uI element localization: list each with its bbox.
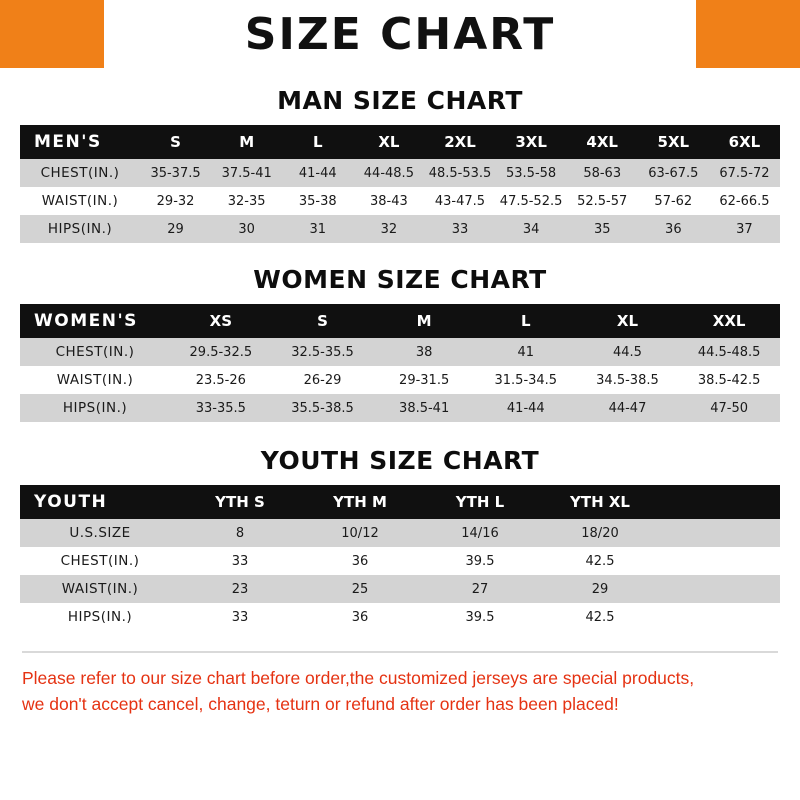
cell: 44.5-48.5	[678, 338, 780, 366]
cell: 29-32	[140, 187, 211, 215]
column-header: YTH L	[420, 485, 540, 519]
row-label: WAIST(IN.)	[20, 366, 170, 394]
table-row	[20, 338, 780, 366]
cell: 25	[300, 575, 420, 603]
column-header: XL	[577, 304, 679, 338]
column-header: YTH XL	[540, 485, 660, 519]
footer-line-1: Please refer to our size chart before order,the customized jerseys are special products,	[22, 668, 695, 688]
column-header: XS	[170, 304, 272, 338]
column-header: 2XL	[424, 125, 495, 159]
cell: 29-31.5	[373, 366, 475, 394]
cell: 34	[496, 215, 567, 243]
row-label: WAIST(IN.)	[20, 575, 180, 603]
cell: 23.5-26	[170, 366, 272, 394]
cell: 43-47.5	[424, 187, 495, 215]
row-label: CHEST(IN.)	[20, 338, 170, 366]
cell: 29.5-32.5	[170, 338, 272, 366]
column-header: S	[272, 304, 374, 338]
women-size-table	[20, 304, 780, 422]
cell: 42.5	[540, 603, 660, 631]
table-row	[20, 215, 780, 243]
table-row	[20, 394, 780, 422]
table-row	[20, 366, 780, 394]
header-banner	[0, 0, 800, 68]
row-label: CHEST(IN.)	[20, 159, 140, 187]
cell: 18/20	[540, 519, 660, 547]
cell: 39.5	[420, 547, 540, 575]
footer-line-2: we don't accept cancel, change, teturn or refund after order has been placed!	[22, 694, 619, 714]
cell: 23	[180, 575, 300, 603]
column-header: XXL	[678, 304, 780, 338]
cell: 44-48.5	[353, 159, 424, 187]
cell: 63-67.5	[638, 159, 709, 187]
cell: 14/16	[420, 519, 540, 547]
cell: 10/12	[300, 519, 420, 547]
column-header: M	[373, 304, 475, 338]
cell: 47.5-52.5	[496, 187, 567, 215]
page-title: SIZE CHART	[244, 8, 556, 60]
cell: 53.5-58	[496, 159, 567, 187]
column-header: M	[211, 125, 282, 159]
table-row	[20, 519, 780, 547]
cell: 36	[300, 547, 420, 575]
column-header: YOUTH	[20, 485, 180, 519]
cell: 27	[420, 575, 540, 603]
cell: 36	[300, 603, 420, 631]
table-header-row	[20, 485, 780, 519]
man-size-table	[20, 125, 780, 243]
column-header: XL	[353, 125, 424, 159]
column-header: S	[140, 125, 211, 159]
table-row	[20, 187, 780, 215]
cell: 47-50	[678, 394, 780, 422]
column-header: 3XL	[496, 125, 567, 159]
cell: 41-44	[282, 159, 353, 187]
table-row	[20, 603, 780, 631]
cell: 31	[282, 215, 353, 243]
cell: 33-35.5	[170, 394, 272, 422]
youth-size-table	[20, 485, 780, 631]
cell-spacer	[660, 519, 780, 547]
column-header: 4XL	[567, 125, 638, 159]
cell: 32	[353, 215, 424, 243]
column-header: WOMEN'S	[20, 304, 170, 338]
cell: 33	[180, 603, 300, 631]
cell: 44-47	[577, 394, 679, 422]
cell-spacer	[660, 603, 780, 631]
footer-note	[22, 651, 778, 717]
column-header-spacer	[660, 485, 780, 519]
cell: 52.5-57	[567, 187, 638, 215]
cell: 42.5	[540, 547, 660, 575]
cell: 31.5-34.5	[475, 366, 577, 394]
man-section-title: MAN SIZE CHART	[277, 86, 523, 115]
cell: 67.5-72	[709, 159, 780, 187]
table-row	[20, 547, 780, 575]
cell: 58-63	[567, 159, 638, 187]
cell: 41	[475, 338, 577, 366]
cell: 29	[540, 575, 660, 603]
cell: 38	[373, 338, 475, 366]
cell: 37.5-41	[211, 159, 282, 187]
cell: 62-66.5	[709, 187, 780, 215]
cell: 44.5	[577, 338, 679, 366]
cell: 33	[424, 215, 495, 243]
row-label: WAIST(IN.)	[20, 187, 140, 215]
cell: 48.5-53.5	[424, 159, 495, 187]
row-label: HIPS(IN.)	[20, 603, 180, 631]
column-header: YTH M	[300, 485, 420, 519]
cell: 35-37.5	[140, 159, 211, 187]
column-header: 5XL	[638, 125, 709, 159]
cell: 39.5	[420, 603, 540, 631]
cell: 35.5-38.5	[272, 394, 374, 422]
youth-section-title: YOUTH SIZE CHART	[260, 446, 540, 475]
cell: 57-62	[638, 187, 709, 215]
table-header-row	[20, 304, 780, 338]
cell: 36	[638, 215, 709, 243]
row-label: HIPS(IN.)	[20, 394, 170, 422]
cell: 38-43	[353, 187, 424, 215]
cell: 32-35	[211, 187, 282, 215]
cell-spacer	[660, 547, 780, 575]
cell: 35-38	[282, 187, 353, 215]
row-label: CHEST(IN.)	[20, 547, 180, 575]
women-section-title: WOMEN SIZE CHART	[253, 265, 547, 294]
cell: 38.5-42.5	[678, 366, 780, 394]
row-label: HIPS(IN.)	[20, 215, 140, 243]
row-label: U.S.SIZE	[20, 519, 180, 547]
column-header: MEN'S	[20, 125, 140, 159]
table-row	[20, 159, 780, 187]
cell: 8	[180, 519, 300, 547]
cell: 32.5-35.5	[272, 338, 374, 366]
cell: 35	[567, 215, 638, 243]
cell-spacer	[660, 575, 780, 603]
column-header: L	[282, 125, 353, 159]
column-header: YTH S	[180, 485, 300, 519]
cell: 26-29	[272, 366, 374, 394]
cell: 37	[709, 215, 780, 243]
cell: 30	[211, 215, 282, 243]
cell: 33	[180, 547, 300, 575]
table-header-row	[20, 125, 780, 159]
cell: 41-44	[475, 394, 577, 422]
cell: 34.5-38.5	[577, 366, 679, 394]
cell: 38.5-41	[373, 394, 475, 422]
table-row	[20, 575, 780, 603]
cell: 29	[140, 215, 211, 243]
column-header: L	[475, 304, 577, 338]
column-header: 6XL	[709, 125, 780, 159]
